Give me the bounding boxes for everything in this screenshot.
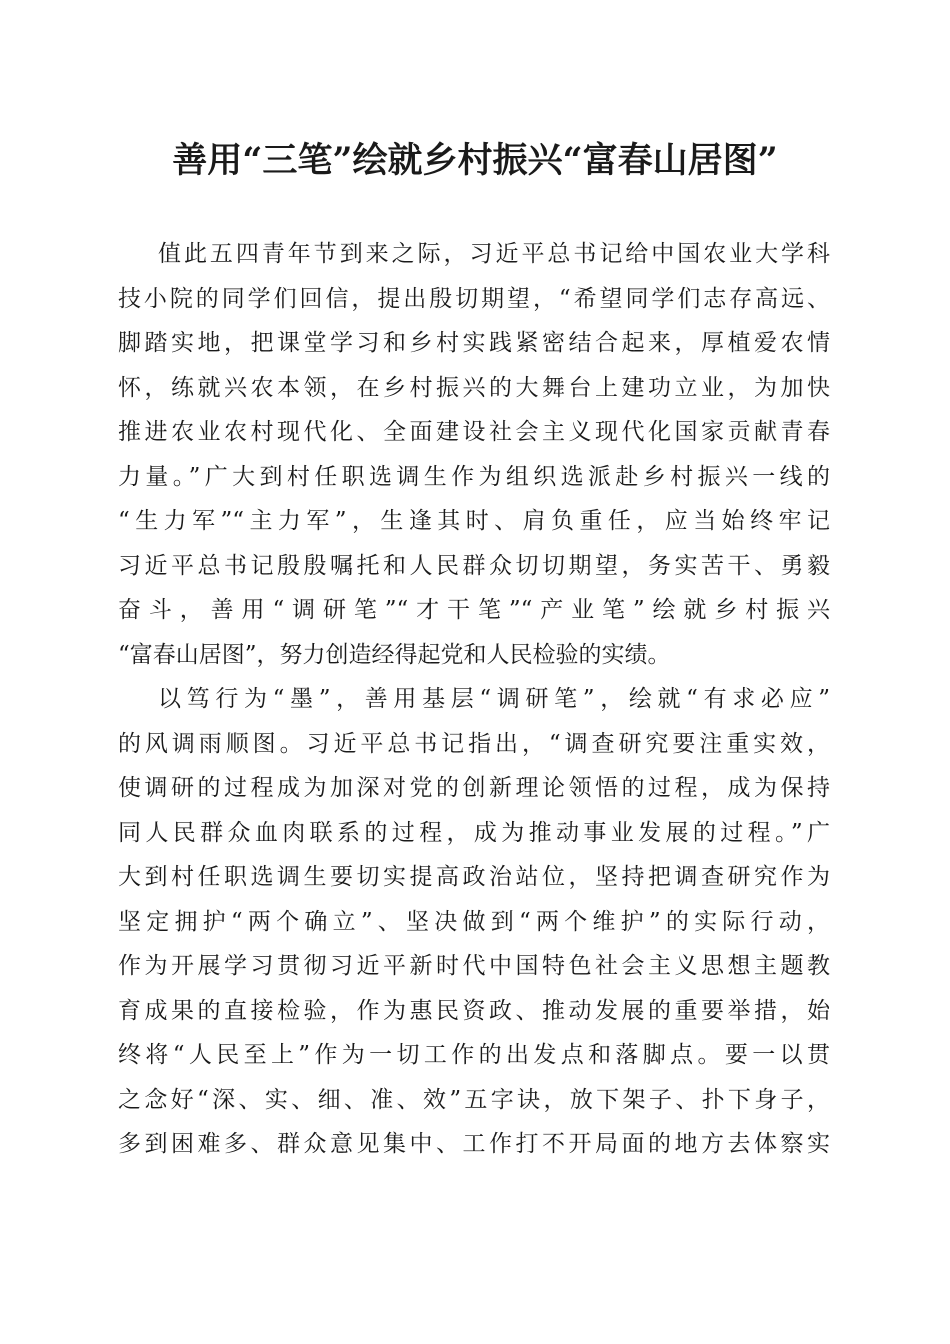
paragraph-2-line-1: 以笃行为“墨”，善用基层“调研笔”，绘就“有求必应”	[158, 686, 830, 712]
paragraph-2-line-5: 大到村任职选调生要切实提高政治站位，坚持把调查研究作为	[118, 864, 830, 890]
paragraph-1-line-10: “富春山居图”，努力创造经得起党和人民检验的实绩。	[118, 641, 671, 668]
paragraph-2-line-10: 之念好“深、实、细、准、效”五字诀，放下架子、扑下身子，	[118, 1086, 830, 1113]
paragraph-1-line-8: 习近平总书记殷殷嘱托和人民群众切切期望，务实苦干、勇毅	[118, 552, 830, 579]
paragraph-1-line-1: 值此五四青年节到来之际，习近平总书记给中国农业大学科	[158, 241, 830, 267]
paragraph-1-line-5: 推进农业农村现代化、全面建设社会主义现代化国家贡献青春	[118, 419, 830, 445]
paragraph-1-line-3: 脚踏实地，把课堂学习和乡村实践紧密结合起来，厚植爱农情	[118, 330, 830, 356]
paragraph-1-line-2: 技小院的同学们回信，提出殷切期望，“希望同学们志存高远、	[118, 285, 830, 312]
document-body	[118, 232, 830, 1167]
paragraph-2-line-8: 育成果的直接检验，作为惠民资政、推动发展的重要举措，始	[118, 997, 830, 1024]
paragraph-1-line-9: 奋斗，善用“调研笔”“才干笔”“产业笔”绘就乡村振兴	[118, 597, 830, 623]
paragraph-2-line-11: 多到困难多、群众意见集中、工作打不开局面的地方去体察实	[118, 1131, 830, 1157]
page-title: 善用“三笔”绘就乡村振兴“富春山居图”	[172, 140, 778, 181]
paragraph-2-line-6: 坚定拥护“两个确立”、坚决做到“两个维护”的实际行动，	[118, 908, 830, 935]
paragraph-2-line-3: 使调研的过程成为加深对党的创新理论领悟的过程，成为保持	[118, 775, 830, 801]
paragraph-2-line-9: 终将“人民至上”作为一切工作的出发点和落脚点。要一以贯	[118, 1042, 830, 1068]
paragraph-2-line-7: 作为开展学习贯彻习近平新时代中国特色社会主义思想主题教	[118, 953, 830, 979]
paragraph-1-line-7: “生力军”“主力军”，生逢其时、肩负重任，应当始终牢记	[118, 508, 830, 534]
paragraph-1-line-4: 怀，练就兴农本领，在乡村振兴的大舞台上建功立业，为加快	[118, 374, 830, 401]
paragraph-2-line-2: 的风调雨顺图。习近平总书记指出，“调查研究要注重实效，	[118, 730, 830, 757]
paragraph-1-line-6: 力量。”广大到村任职选调生作为组织选派赴乡村振兴一线的	[118, 463, 830, 490]
paragraph-2-line-4: 同人民群众血肉联系的过程，成为推动事业发展的过程。”广	[118, 819, 830, 846]
